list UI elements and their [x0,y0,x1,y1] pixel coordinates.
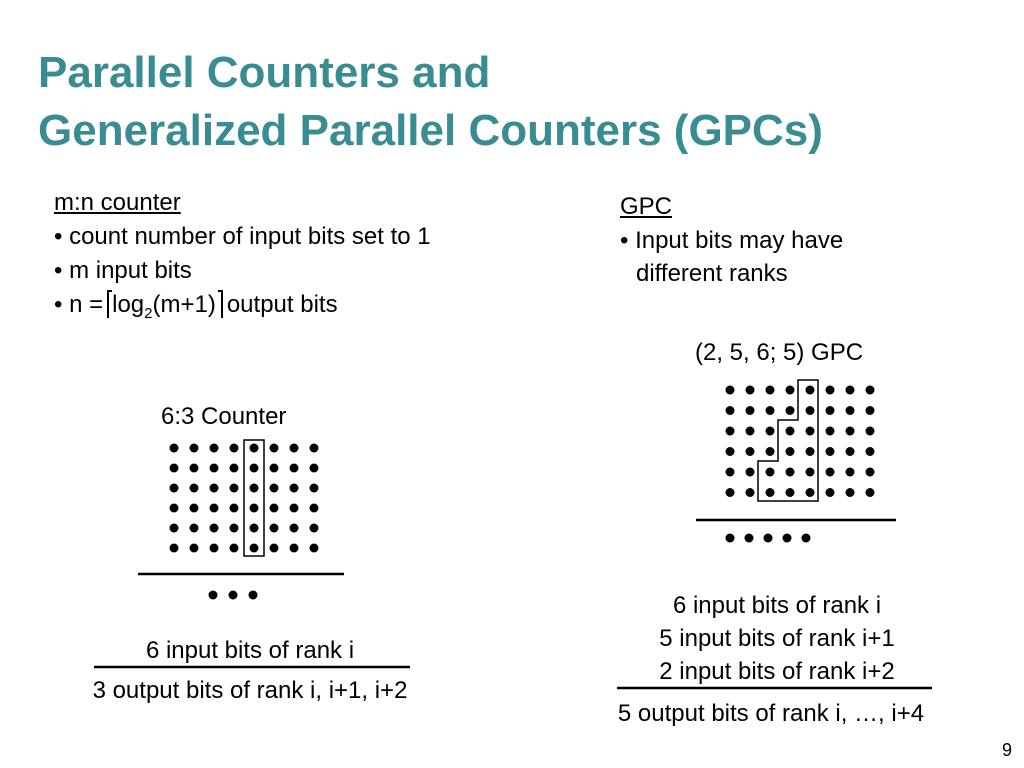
counter63-input-dot [210,504,219,513]
mn-counter-heading: m:n counter [54,189,181,216]
gpc-input-dot [766,468,775,477]
counter63-input-dot [290,504,299,513]
gpc-caption-rank-i2: 2 input bits of rank i+2 [659,658,895,685]
gpc-input-dot [726,488,735,497]
gpc-input-dot [826,427,835,436]
counter63-input-dot [190,484,199,493]
gpc-heading: GPC [620,193,673,220]
gpc-caption-rank-i: 6 input bits of rank i [672,592,882,619]
counter63-input-dot [230,544,239,553]
gpc-input-dot [766,406,775,415]
counter63-input-dot [310,484,319,493]
gpc-input-dot [786,406,795,415]
counter63-input-dot [270,524,279,533]
counter63-input-dot [230,524,239,533]
mn-bullet-inputs: • m input bits [54,257,192,284]
counter63-input-dot [250,544,259,553]
counter63-input-dot [170,484,179,493]
counter63-input-dot [230,444,239,453]
dot-grids [170,386,875,600]
counter63-input-dot [250,504,259,513]
counter63-input-dot [310,544,319,553]
counter63-output-dot [249,591,258,600]
gpc-input-dot [846,386,855,395]
page-number: 9 [1001,740,1012,760]
gpc-output-dot [764,534,773,543]
gpc-input-dot [726,447,735,456]
counter63-input-dot [290,484,299,493]
gpc-input-dot [726,386,735,395]
counter63-input-dot [170,504,179,513]
counter63-input-dot [210,544,219,553]
gpc-input-dot [866,488,875,497]
counter63-input-dot [270,444,279,453]
gpc-input-dot [786,447,795,456]
log-argument: (m+1) [152,291,216,318]
gpc-input-dot [746,427,755,436]
counter63-input-dot [230,464,239,473]
counter63-input-dot [230,484,239,493]
counter63-input-dot [310,444,319,453]
gpc-label: (2, 5, 6; 5) GPC [695,339,864,366]
gpc-input-dot [826,447,835,456]
counter63-input-dot [210,484,219,493]
counter63-input-dot [270,544,279,553]
counter63-input-dot [230,504,239,513]
gpc-input-dot [746,406,755,415]
gpc-output-dot [745,534,754,543]
gpc-input-dot [866,447,875,456]
gpc-input-dot [766,386,775,395]
counter63-input-dot [270,464,279,473]
counter63-input-dot [190,544,199,553]
gpc-output-dot [802,534,811,543]
gpc-input-dot [786,427,795,436]
gpc-caption-rank-i1: 5 input bits of rank i+1 [659,625,895,652]
gpc-input-dot [846,488,855,497]
counter63-caption-inputs: 6 input bits of rank i [145,637,355,664]
gpc-input-dot [766,427,775,436]
gpc-input-dot [826,406,835,415]
gpc-input-dot [826,488,835,497]
gpc-input-dot [826,386,835,395]
counter63-input-dot [310,464,319,473]
gpc-input-dot [846,468,855,477]
gpc-input-dot [746,468,755,477]
gpc-input-dot [806,488,815,497]
counter63-input-dot [210,464,219,473]
gpc-output-dot [783,534,792,543]
gpc-input-dot [726,406,735,415]
counter63-selection-box [244,440,264,556]
counter63-input-dot [210,524,219,533]
gpc-input-dot [766,488,775,497]
counter63-input-dot [170,524,179,533]
mn-bullet-outputs-prefix: • n = [54,291,104,318]
counter63-input-dot [270,504,279,513]
counter63-input-dot [290,444,299,453]
counter63-output-dot [209,591,218,600]
counter63-input-dot [190,524,199,533]
gpc-input-dot [846,447,855,456]
counter63-input-dot [270,484,279,493]
log-base: 2 [144,304,153,322]
counter63-input-dot [250,524,259,533]
gpc-input-dot [866,468,875,477]
gpc-input-dot [806,427,815,436]
gpc-input-dot [806,447,815,456]
counter63-input-dot [210,444,219,453]
mn-bullet-count: • count number of input bits set to 1 [54,223,431,250]
gpc-bullet-ranks: • Input bits may have [620,227,844,254]
counter63-input-dot [250,484,259,493]
counter63-input-dot [310,504,319,513]
gpc-input-dot [726,468,735,477]
counter63-output-dot [229,591,238,600]
counter63-input-dot [310,524,319,533]
gpc-input-dot [806,468,815,477]
counter63-label: 6:3 Counter [161,403,287,430]
gpc-input-dot [726,427,735,436]
counter63-input-dot [170,444,179,453]
gpc-input-dot [786,488,795,497]
counter63-input-dot [170,464,179,473]
counter63-input-dot [290,544,299,553]
counter63-input-dot [290,524,299,533]
gpc-output-dot [726,534,735,543]
mn-bullet-outputs-suffix: output bits [226,291,338,318]
gpc-input-dot [746,386,755,395]
gpc-input-dot [806,406,815,415]
counter63-input-dot [190,464,199,473]
gpc-input-dot [866,406,875,415]
gpc-input-dot [786,386,795,395]
gpc-input-dot [786,468,795,477]
log-text: log [112,291,145,318]
gpc-selection-outline [758,380,818,501]
gpc-input-dot [866,427,875,436]
counter63-input-dot [250,444,259,453]
gpc-bullet-ranks-cont: different ranks [636,260,788,287]
counter63-input-dot [290,464,299,473]
gpc-input-dot [806,386,815,395]
gpc-caption-outputs: 5 output bits of rank i, …, i+4 [617,700,925,727]
gpc-input-dot [846,427,855,436]
counter63-input-dot [190,504,199,513]
counter63-caption-outputs: 3 output bits of rank i, i+1, i+2 [92,677,408,704]
gpc-input-dot [746,488,755,497]
gpc-input-dot [866,386,875,395]
gpc-input-dot [826,468,835,477]
counter63-input-dot [170,544,179,553]
counter63-input-dot [250,464,259,473]
counter63-input-dot [190,444,199,453]
gpc-input-dot [766,447,775,456]
gpc-input-dot [746,447,755,456]
slide-title-line1: Parallel Counters and [38,48,491,97]
slide-title-line2: Generalized Parallel Counters (GPCs) [38,106,823,155]
gpc-input-dot [846,406,855,415]
